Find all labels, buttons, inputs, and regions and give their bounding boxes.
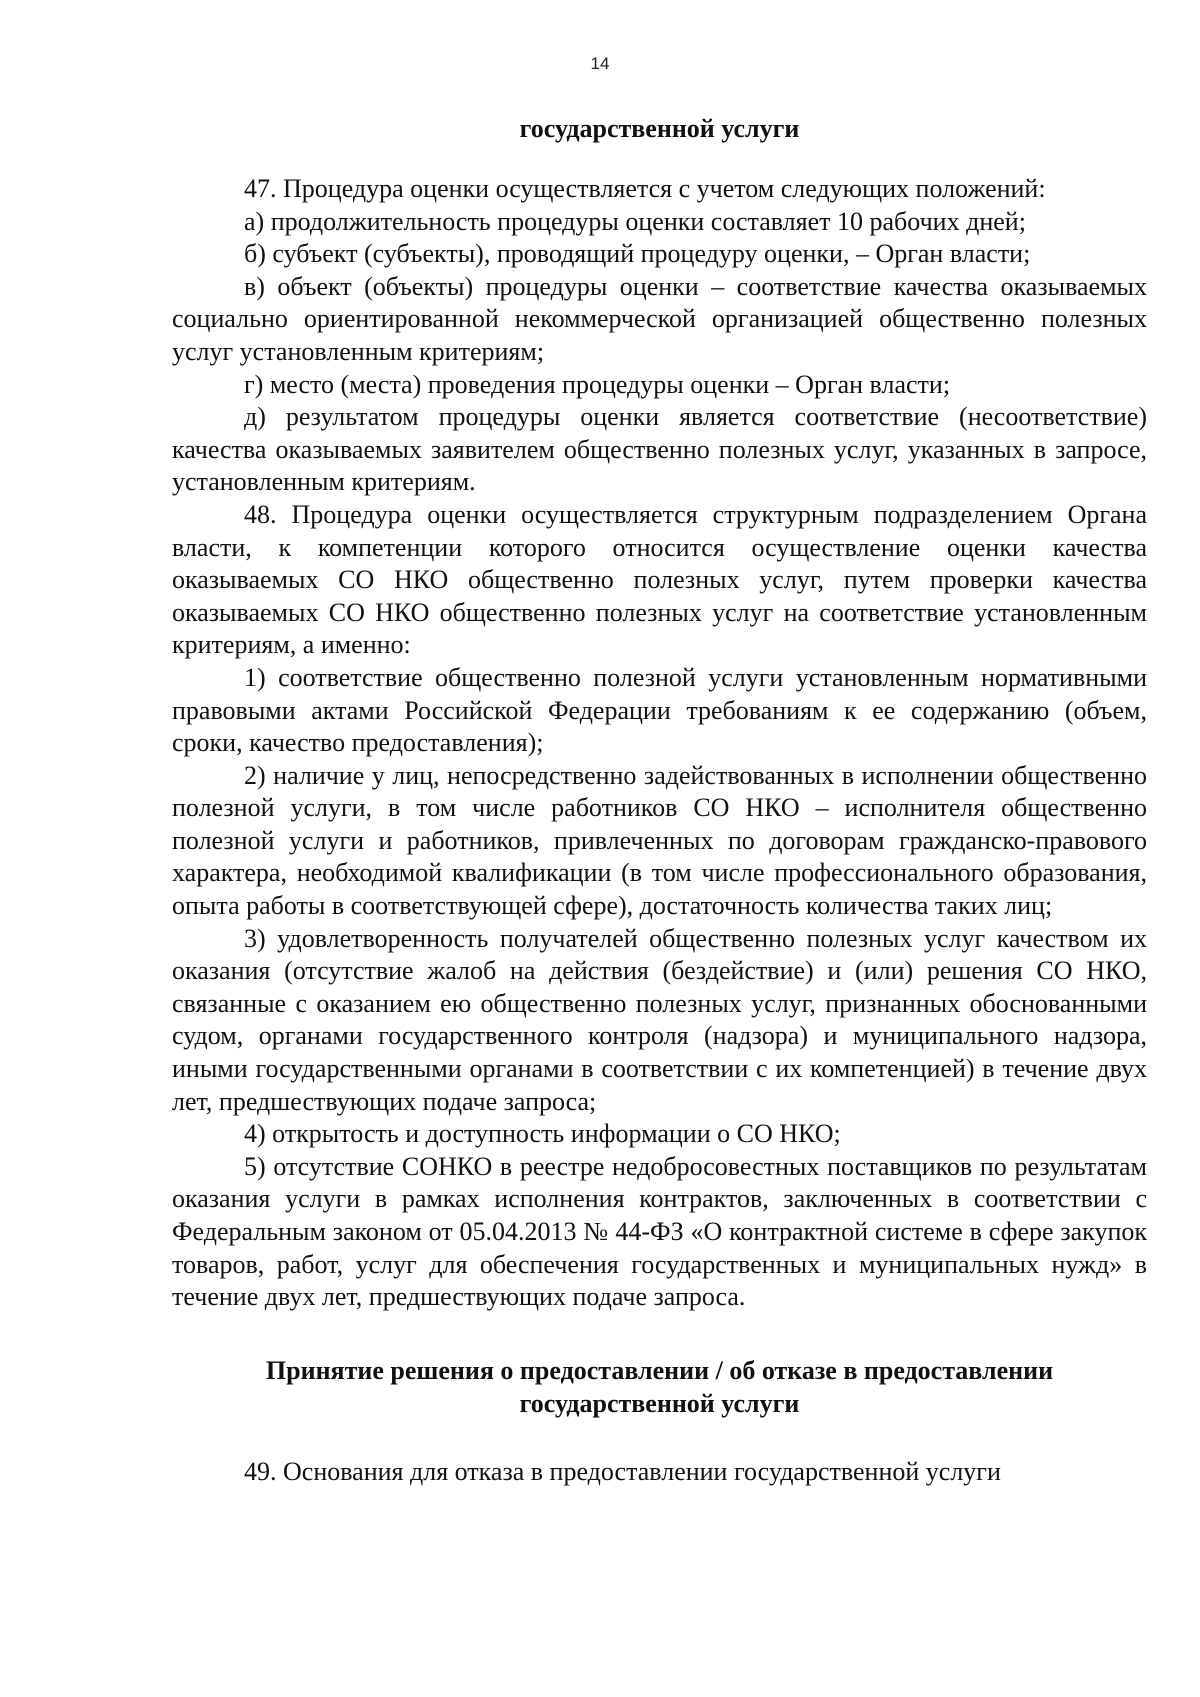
- item-47-g: г) место (места) проведения процедуры оценки – Орган власти;: [244, 369, 951, 399]
- paragraph-group-decision: [172, 1456, 1147, 1489]
- paragraph-49: 49. Основания для отказа в предоставлении государственной услуги: [244, 1456, 1001, 1486]
- item-48-1: 1) соответствие общественно полезной услуги установленным нормативными правовыми актами Российской Федерации требованиям к ее содержанию (объем, сроки, качество предоставления);: [172, 662, 1147, 758]
- paragraph-48: 48. Процедура оценки осуществляется структурным подразделением Органа власти, к компетенции которого относится осуществление оценки качества оказываемых СО НКО общественно полезных услуг, путем проверки качества оказываемых СО НКО общественно полезных услуг на соответствие установленным критериям, а именно:: [172, 499, 1147, 660]
- item-47-d: д) результатом процедуры оценки является соответствие (несоответствие) качества оказываемых заявителем общественно полезных услуг, указанных в запросе, установленным критериям.: [172, 402, 1147, 497]
- item-48-2: 2) наличие у лиц, непосредственно задействованных в исполнении общественно полезной услуги, в том числе работников СО НКО – исполнителя общественно полезной услуги и работников, привлеченных по договорам гражданско-правового характера, необходимой квалификации (в том числе профессионального образования, опыта работы в соответствующей сфере), достаточность количества таких лиц;: [172, 760, 1147, 921]
- item-48-3: 3) удовлетворенность получателей общественно полезных услуг качеством их оказания (отсутствие жалоб на действия (бездействие) и (или) решения СО НКО, связанные с оказанием ею общественно полезных услуг, признанных обоснованными судом, органами государственного контроля (надзора) и муниципального надзора, иными государственными органами в соответствии с их компетенцией) в течение двух лет, предшествующих подаче запроса;: [172, 923, 1147, 1116]
- item-48-4: 4) открытость и доступность информации о СО НКО;: [244, 1119, 841, 1149]
- page-number: 14: [590, 54, 610, 73]
- paragraph-47: 47. Процедура оценки осуществляется с учетом следующих положений:: [244, 174, 1046, 203]
- section-heading-decision: [172, 1354, 1147, 1420]
- section-heading-continued: государственной услуги: [519, 114, 800, 143]
- item-47-v: в) объект (объекты) процедуры оценки – соответствие качества оказываемых социально ориентированной некоммерческой организацией общественно полезных услуг установленным критериям;: [172, 271, 1147, 366]
- item-47-b: б) субъект (субъекты), проводящий процедуру оценки, – Орган власти;: [244, 239, 1031, 269]
- page-content: [172, 112, 1147, 1488]
- item-48-5: 5) отсутствие СОНКО в реестре недобросовестных поставщиков по результатам оказания услуги в рамках исполнения контрактов, заключенных в соответствии с Федеральным законом от 05.04.2013 № 44-ФЗ «О контрактной системе в сфере закупок товаров, работ, услуг для обеспечения государственных и муниципальных нужд» в течение двух лет, предшествующих подаче запроса.: [172, 1151, 1147, 1312]
- section-heading-line-1: Принятие решения о предоставлении / об отказе в предоставлении: [265, 1355, 1054, 1385]
- section-heading-line-2: государственной услуги: [519, 1388, 800, 1418]
- paragraph-group-assessment: [172, 173, 1147, 1314]
- item-47-a: а) продолжительность процедуры оценки составляет 10 рабочих дней;: [244, 206, 1026, 236]
